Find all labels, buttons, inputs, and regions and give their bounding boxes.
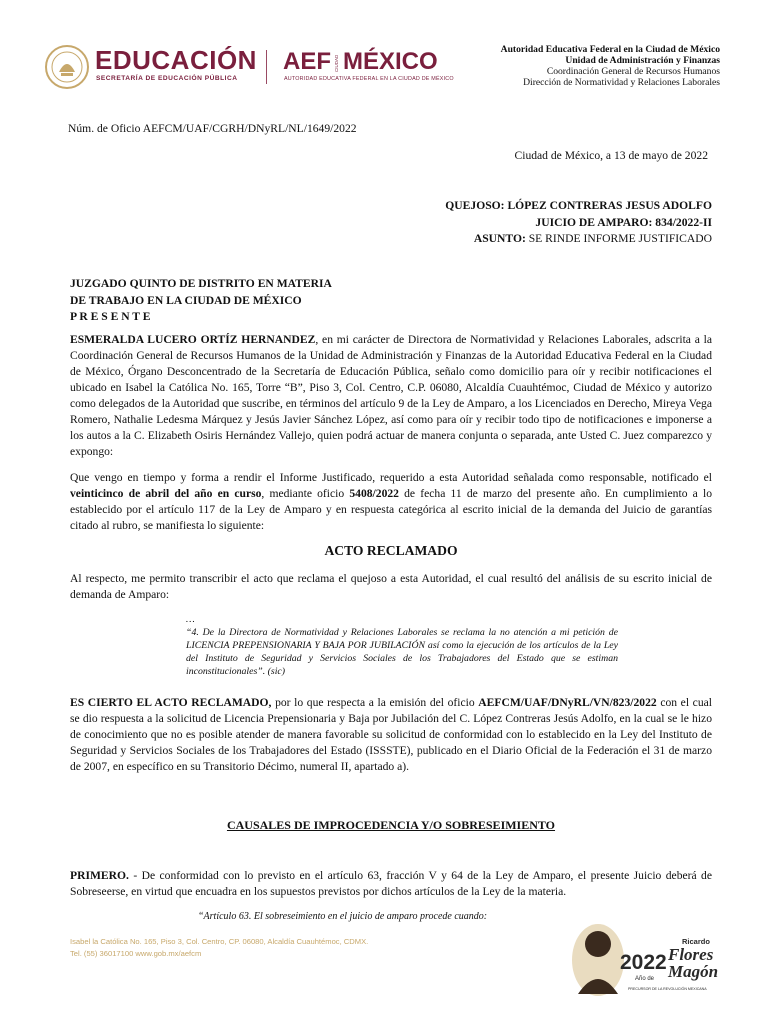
paragraph-text: con el cual se dio respuesta a la solicitud de Licencia Prepensionaria y Baja por Jubilación del C. López Contreras Jesús Adolfo, en la cual se le hizo de conocimiento que no es posible atender de manera favorable su solicitud de conformidad con lo establecido en la Ley del Instituto de Seguridad y Servicios Sociales de los Trabajadores del Estado (ISSSTE), publicado en el Diario Oficial de la Federación el 31 de marzo de 2007, en específico en su Transitorio Décimo, numeral II, apartado a).	[70, 696, 712, 773]
footer-address-line: Isabel la Católica No. 165, Piso 3, Col. Centro, CP. 06080, Alcaldía Cuauhtémoc, CDMX.	[70, 937, 369, 946]
primero-label: PRIMERO.	[70, 869, 129, 882]
es-cierto-label: ES CIERTO EL ACTO RECLAMADO,	[70, 696, 272, 709]
header-unit-line: Unidad de Administración y Finanzas	[565, 55, 720, 66]
asunto-value: SE RINDE INFORME JUSTIFICADO	[525, 232, 712, 245]
paragraph-text: - De conformidad con lo previsto en el artículo 63, fracción V y 64 de la Ley de Amparo, el presente Juicio deberá de Sobreseerse, en virtud que encuadra en los supuestos previstos por dichos artículos de la Ley de la materia.	[70, 869, 712, 898]
header-authority-block	[501, 44, 720, 88]
oficio-reference: AEFCM/UAF/DNyRL/VN/823/2022	[478, 696, 657, 709]
addressee-presente: P R E S E N T E	[70, 310, 151, 323]
portrait-illustration-icon	[585, 931, 611, 957]
quote-text: “4. De la Directora de Normatividad y Relaciones Laborales se reclama la no atención a mi petición de LICENCIA PREPENSIONARIA Y BAJA POR JUBILACIÓN así como la ejecución de los artículos de la Ley del Instituto de Seguridad y Servicios Sociales de los Trabajadores del Estado que se estiman inconstitucionales”. (sic)	[186, 627, 618, 677]
aef-logo-text: AEF	[283, 48, 331, 75]
quejoso-line: QUEJOSO: LÓPEZ CONTRERAS JESUS ADOLFO	[445, 199, 712, 212]
oficio-reference: 5408/2022	[349, 487, 399, 500]
badge-name-magon: Magón	[668, 962, 718, 981]
paragraph-text: de fecha 11 de marzo del presente año. En cumplimiento a lo establecido por el artículo 117 de la Ley de Amparo y en respuesta categórica al escrito inicial de la demanda del Juicio de garantías citado al rubro, se manifiesta lo siguiente:	[70, 487, 712, 532]
paragraph-es-cierto	[70, 695, 712, 775]
aef-logo-mexico: MÉXICO	[343, 48, 438, 75]
badge-name-first: Ricardo	[682, 937, 710, 946]
section-title-causales: CAUSALES DE IMPROCEDENCIA Y/O SOBRESEIMIENTO	[226, 818, 556, 832]
asunto-label: ASUNTO:	[473, 232, 526, 245]
oficio-number: Núm. de Oficio AEFCM/UAF/CGRH/DNyRL/NL/1649/2022	[68, 122, 357, 135]
addressee-line-1: JUZGADO QUINTO DE DISTRITO EN MATERIA	[70, 277, 332, 290]
badge-year: 2022	[620, 951, 667, 974]
aef-logo-ciudad: CIUDAD	[334, 54, 339, 72]
footer-address	[70, 936, 368, 960]
national-seal-logo	[44, 44, 90, 90]
paragraph-text: , mediante oficio	[261, 487, 350, 500]
badge-tagline: PRECURSOR DE LA REVOLUCIÓN MEXICANA	[628, 987, 707, 991]
education-logo-subtitle: SECRETARÍA DE EDUCACIÓN PÚBLICA	[96, 75, 238, 82]
footer-contact-line: Tel. (55) 36017100 www.gob.mx/aefcm	[70, 949, 202, 958]
education-logo-text: EDUCACIÓN	[95, 45, 257, 75]
quoted-claim	[186, 613, 618, 678]
addressee-block	[70, 276, 332, 326]
badge-anio-de: Año de	[635, 976, 655, 982]
paragraph-transcription-intro: Al respecto, me permito transcribir el acto que reclama el quejoso a esta Autoridad, el cual resultó del análisis de su escrito inicial de demanda de Amparo:	[70, 572, 712, 601]
signatory-name: ESMERALDA LUCERO ORTÍZ HERNANDEZ	[70, 333, 316, 346]
header-authority-line: Autoridad Educativa Federal en la Ciudad de México	[500, 44, 720, 55]
paragraph-informe	[70, 470, 712, 534]
paragraph-text: Que vengo en tiempo y forma a rendir el Informe Justificado, requerido a esta Autoridad señalada como responsable, notificado el	[70, 471, 712, 484]
document-date: Ciudad de México, a 13 de mayo de 2022	[514, 149, 708, 162]
paragraph-text: por lo que respecta a la emisión del oficio	[271, 696, 479, 709]
paragraph-text: , en mi carácter de Directora de Normatividad y Relaciones Laborales, adscrita a la Coordinación General de Recursos Humanos de la Unidad de Administración y Finanzas de la Autoridad Educativa Federal en la Ciudad de México, Órgano Desconcentrado de la Secretaría de Educación Pública, señalo como domicilio para oír y recibir notificaciones el ubicado en Isabel la Católica No. 165, Torre “B”, Piso 3, Col. Centro, C.P. 06080, Alcaldía Cuauhtémoc, Ciudad de México y autorizo como delegados de la Autoridad que suscribe, en términos del artículo 9 de la Ley de Amparo, a los Licenciados en Derecho, Mireya Vega Romero, Nathalie Ledesma Márquez y Jesús Javier Sánchez López, así como para oír y recibir todo tipo de notificaciones e imponerse a los autos a la C. Elizabeth Osiris Hernández Vallejo, quien podrá actuar de manera conjunta o separada, ante Usted C. Juez comparezco y expongo:	[70, 333, 713, 458]
asunto-line	[445, 231, 712, 248]
addressee-line-2: DE TRABAJO EN LA CIUDAD DE MÉXICO	[70, 293, 302, 307]
case-reference-block	[445, 198, 712, 248]
paragraph-introduction	[70, 332, 712, 460]
quoted-article-63: “Artículo 63. El sobreseimiento en el juicio de amparo procede cuando:	[198, 911, 488, 922]
aef-logo-subtitle: AUTORIDAD EDUCATIVA FEDERAL EN LA CIUDAD DE MÉXICO	[284, 76, 454, 82]
section-title-acto-reclamado: ACTO RECLAMADO	[324, 543, 458, 558]
notification-date: veinticinco de abril del año en curso	[70, 487, 262, 500]
juicio-line: JUICIO DE AMPARO: 834/2022-II	[535, 215, 712, 229]
ricardo-flores-magon-2022-badge	[568, 914, 718, 998]
header-coordination-line: Coordinación General de Recursos Humanos	[546, 66, 720, 77]
paragraph-primero	[70, 868, 712, 900]
logo-divider	[266, 50, 267, 84]
header-direction-line: Dirección de Normatividad y Relaciones Laborales	[523, 77, 720, 88]
quote-ellipsis: …	[186, 614, 195, 625]
badge-name-flores: Flores	[668, 945, 714, 964]
